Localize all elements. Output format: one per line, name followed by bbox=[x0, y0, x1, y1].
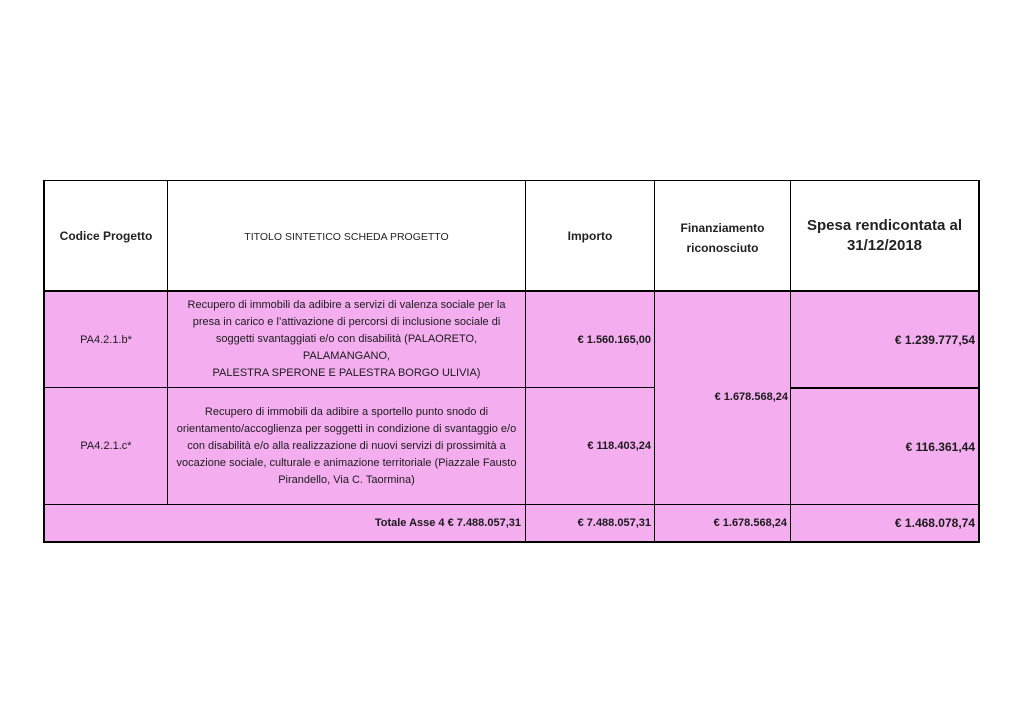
header-spesa-line2: 31/12/2018 bbox=[846, 236, 923, 254]
header-spesa bbox=[790, 181, 980, 290]
total-label: Totale Asse 4 € 7.488.057,31 bbox=[374, 517, 521, 529]
row-codice bbox=[43, 388, 167, 504]
header-finanziamento-line2: riconosciuto bbox=[686, 241, 759, 255]
row-titolo bbox=[167, 292, 525, 387]
finanziamento-merged-text: € 1.678.568,24 bbox=[714, 391, 788, 403]
header-codice bbox=[43, 181, 167, 290]
header-spesa-line1: Spesa rendicontata al bbox=[806, 216, 963, 234]
row-titolo-line: Pirandello, Via C. Taormina) bbox=[278, 473, 415, 486]
total-spesa bbox=[790, 505, 980, 541]
row-titolo-line: Recupero di immobili da adibire a servizi di valenza sociale per la bbox=[187, 299, 506, 311]
row-codice-text: PA4.2.1.c* bbox=[80, 440, 132, 452]
row-spesa-text: € 116.361,44 bbox=[905, 439, 975, 454]
table-header bbox=[43, 180, 980, 292]
finanziamento-merged-cell bbox=[654, 292, 790, 504]
project-table bbox=[43, 180, 980, 543]
header-importo bbox=[525, 181, 654, 290]
row-titolo-line: orientamento/accoglienza per soggetti in condizione di svantaggio e/o bbox=[176, 422, 517, 435]
total-label-cell bbox=[43, 505, 525, 541]
total-importo bbox=[525, 505, 654, 541]
total-row bbox=[43, 504, 980, 543]
total-importo-text: € 7.488.057,31 bbox=[577, 517, 651, 529]
row-importo bbox=[525, 292, 654, 387]
row-titolo-line: soggetti svantaggiati e/o con disabilità (PALAORETO, PALAMANGANO, bbox=[215, 333, 478, 362]
row-spesa bbox=[790, 292, 980, 387]
row-codice bbox=[43, 292, 167, 387]
row-spesa-text: € 1.239.777,54 bbox=[894, 332, 975, 347]
row-titolo-line: Recupero di immobili da adibire a sportello punto snodo di bbox=[204, 405, 489, 418]
row-titolo-line: con disabilità e/o alla realizzazione di nuovi servizi di prossimità a bbox=[187, 439, 506, 452]
header-codice-label: Codice Progetto bbox=[59, 228, 153, 243]
row-titolo-line: vocazione sociale, culturale e animazione territoriale (Piazzale Fausto bbox=[176, 456, 517, 469]
total-spesa-text: € 1.468.078,74 bbox=[894, 516, 975, 530]
row-codice-text: PA4.2.1.b* bbox=[80, 333, 132, 346]
header-finanziamento-line1: Finanziamento bbox=[680, 221, 765, 235]
row-titolo-line: PALESTRA SPERONE E PALESTRA BORGO ULIVIA) bbox=[212, 367, 481, 379]
row-spesa bbox=[790, 388, 980, 504]
header-titolo bbox=[167, 181, 525, 290]
header-finanziamento bbox=[654, 181, 790, 290]
row-importo bbox=[525, 388, 654, 504]
row-importo-text: € 1.560.165,00 bbox=[577, 333, 651, 346]
total-finanziamento-text: € 1.678.568,24 bbox=[713, 517, 787, 529]
total-finanziamento bbox=[654, 505, 790, 541]
header-titolo-label: TITOLO SINTETICO SCHEDA PROGETTO bbox=[244, 231, 449, 243]
table-row bbox=[43, 388, 980, 504]
table-row bbox=[43, 292, 980, 388]
header-importo-label: Importo bbox=[567, 228, 613, 243]
row-importo-text: € 118.403,24 bbox=[587, 440, 651, 452]
row-titolo bbox=[167, 388, 525, 504]
row-titolo-line: presa in carico e l’attivazione di percorsi di inclusione sociale di bbox=[192, 316, 501, 328]
